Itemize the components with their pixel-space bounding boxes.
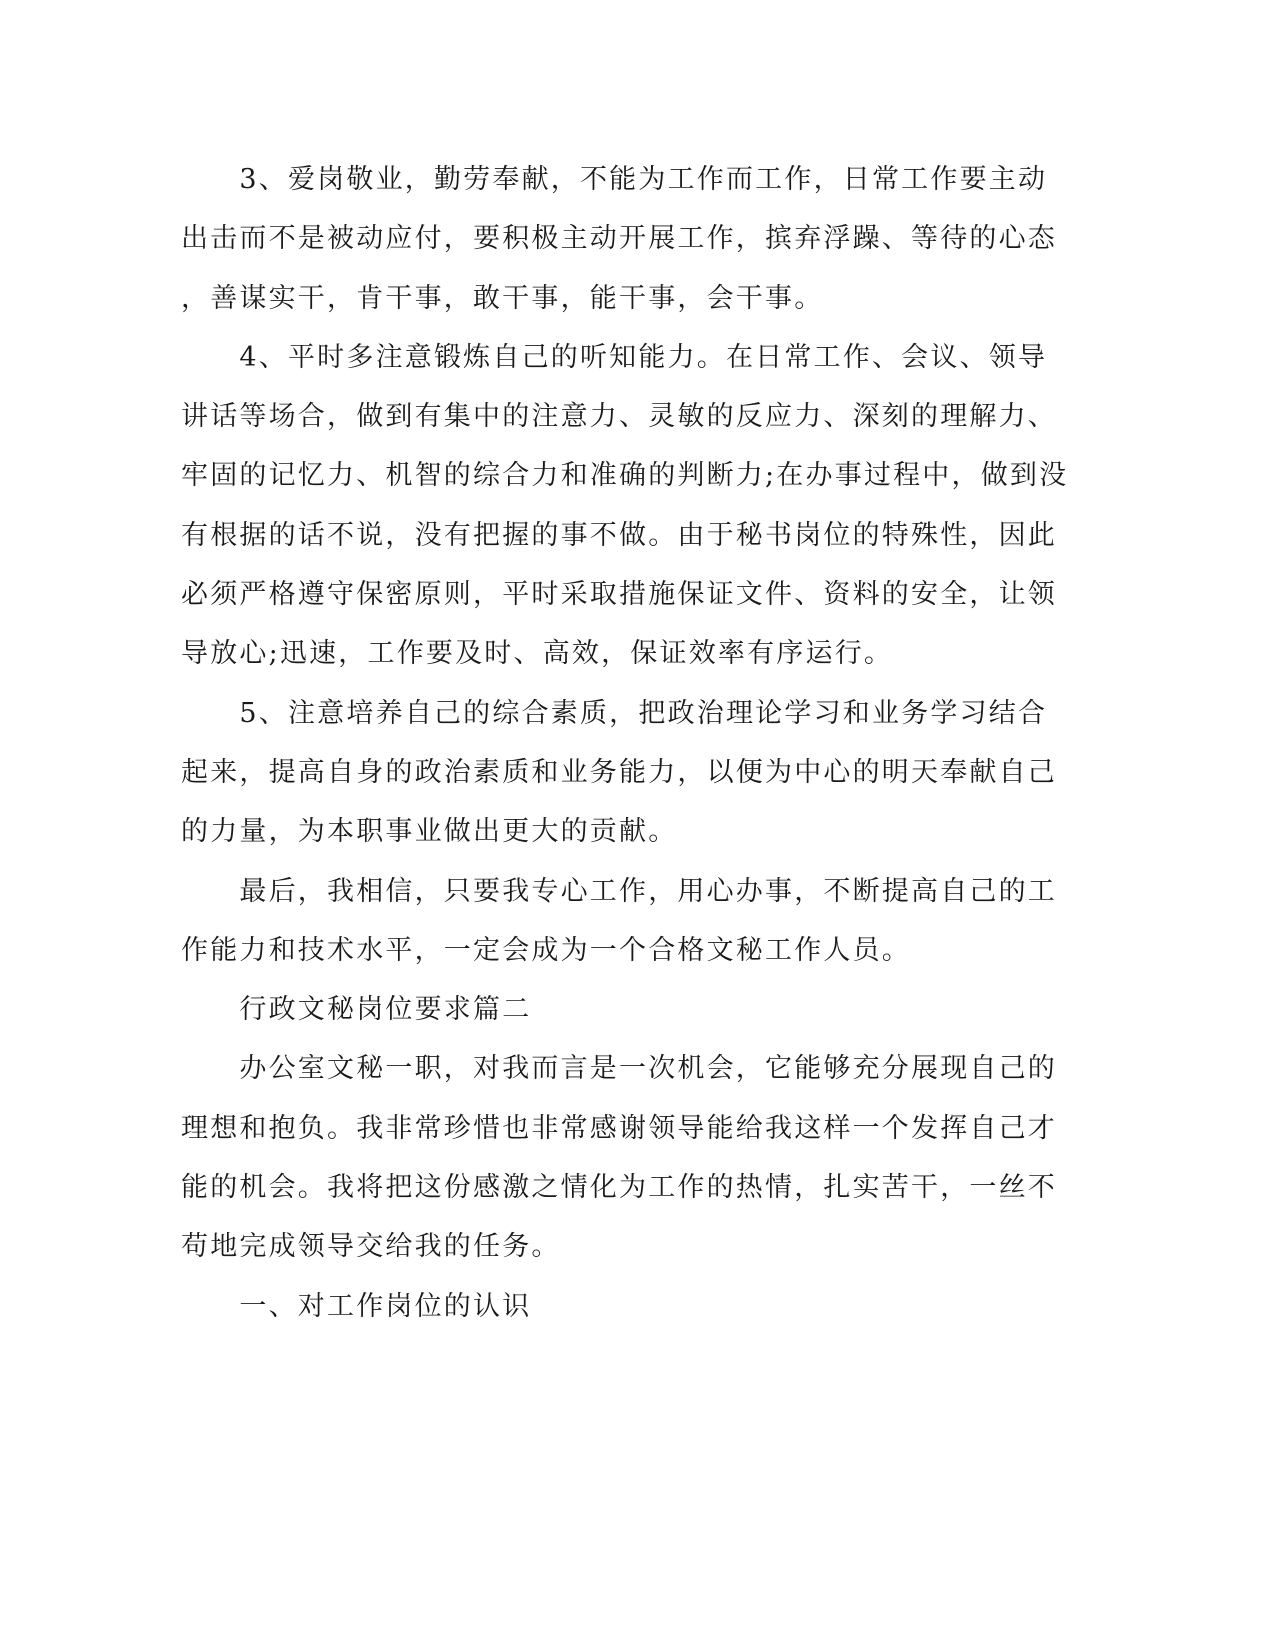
paragraph-conclusion xyxy=(181,862,1057,981)
text-line: 起来，提高自身的政治素质和业务能力，以便为中心的明天奉献自己 xyxy=(181,756,1057,788)
text-line: 苟地完成领导交给我的任务。 xyxy=(181,1231,561,1263)
section-heading xyxy=(181,980,1031,1039)
text-line: 理想和抱负。我非常珍惜也非常感谢领导能给我这样一个发挥自己才 xyxy=(181,1112,1057,1144)
text-line: 办公室文秘一职，对我而言是一次机会，它能够充分展现自己的 xyxy=(181,1053,1057,1085)
text-line: 讲话等场合，做到有集中的注意力、灵敏的反应力、深刻的理解力、 xyxy=(181,401,1057,433)
text-line: 作能力和技术水平，一定会成为一个合格文秘工作人员。 xyxy=(181,934,911,966)
text-line: 4、平时多注意锻炼自己的听知能力。在日常工作、会议、领导 xyxy=(181,341,1048,373)
text-line: 5、注意培养自己的综合素质，把政治理论学习和业务学习结合 xyxy=(181,697,1048,729)
text-line: 能的机会。我将把这份感激之情化为工作的热情，扎实苦干，一丝不 xyxy=(181,1172,1057,1204)
heading-line: 一、对工作岗位的认识 xyxy=(181,1290,532,1322)
text-line: 必须严格遵守保密原则，平时采取措施保证文件、资料的安全，让领 xyxy=(181,579,1057,611)
text-line: 出击而不是被动应付，要积极主动开展工作，摈弃浮躁、等待的心态 xyxy=(181,223,1057,255)
paragraph-item-5 xyxy=(181,684,1057,862)
text-line: 牢固的记忆力、机智的综合力和准确的判断力;在办事过程中，做到没 xyxy=(181,460,1069,492)
subsection-heading xyxy=(181,1277,1031,1336)
text-line: 最后，我相信，只要我专心工作，用心办事，不断提高自己的工 xyxy=(181,875,1057,907)
text-line: 3、爱岗敬业，勤劳奉献，不能为工作而工作，日常工作要主动 xyxy=(181,164,1048,195)
paragraph-intro xyxy=(181,1039,1057,1276)
text-line: 导放心;迅速，工作要及时、高效，保证效率有序运行。 xyxy=(181,638,894,670)
text-line: ，善谋实干，肯干事，敢干事，能干事，会干事。 xyxy=(181,282,824,314)
text-line: 有根据的话不说，没有把握的事不做。由于秘书岗位的特殊性，因此 xyxy=(181,519,1057,551)
text-line: 的力量，为本职事业做出更大的贡献。 xyxy=(181,816,678,848)
heading-line: 行政文秘岗位要求篇二 xyxy=(181,994,532,1026)
paragraph-item-3 xyxy=(181,150,1057,328)
paragraph-item-4 xyxy=(181,328,1069,684)
document-body xyxy=(181,150,1069,1336)
